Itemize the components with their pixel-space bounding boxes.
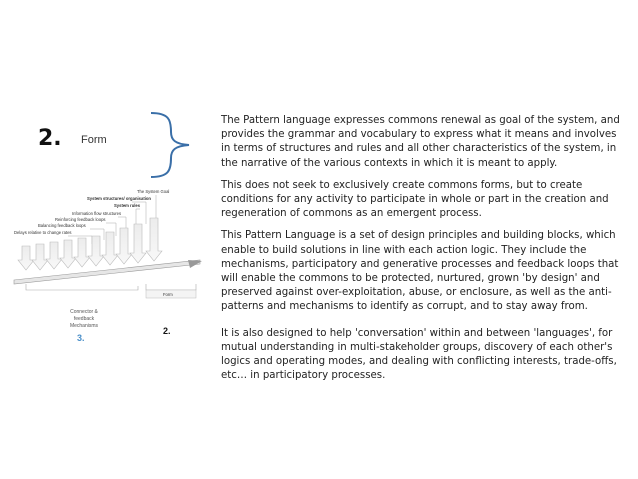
curly-brace-icon (147, 110, 197, 180)
paragraph-design-principles: This Pattern Language is a set of design principles and building blocks, which enable to build solutions in line with each action logic. They include the mechanisms, participatory and generative processes and feedback loops that will enable the commons to be protected, nurtured, grown 'by design' and preserved against over-exploitation, abuse, or enclosure, as well as the anti-patterns and mechanisms to identify as corrupt, and to stay away from. (221, 230, 619, 313)
paragraph-conditions: This does not seek to exclusively create commons forms, but to create conditions for any activity to participate in whole or part in the creation and regeneration of commons as an emergent process. (221, 179, 609, 220)
description-text (221, 114, 621, 391)
paragraph-conversation: It is also designed to help 'conversation' within and between 'languages', for mutual understanding in multi-stakeholder groups, discovery of each other's logics and operating modes, and dealing with conflicting interests, trade-offs, etc… in participatory processes. (221, 327, 617, 382)
label-three: 3. (77, 333, 85, 343)
system-structures-label: System structures/ organisation (87, 196, 151, 201)
section-title: Form (81, 134, 107, 146)
section-number: 2. (38, 126, 62, 151)
paragraph-goal: The Pattern language expresses commons renewal as goal of the system, and provides the grammar and vocabulary to express what it means and involves in terms of structures and rules and all other characteristics of the system, in the narrative of the various contexts in which it is meant to apply. (221, 115, 620, 169)
connector-label-3: Mechanisms (69, 323, 99, 329)
system-goal-label: The System Goal (137, 189, 170, 194)
system-rules-label: System rules (114, 203, 141, 208)
label-two: 2. (163, 326, 171, 336)
info-flows-label: Information flow structures (72, 211, 122, 216)
reinforcing-label: Reinforcing feedback loops (55, 217, 106, 222)
delays-label: Delays relative to change rates (14, 230, 72, 235)
connector-label-1: Connector & (70, 309, 98, 315)
leverage-points-diagram (0, 180, 210, 350)
balancing-label: Balancing feedback loops (38, 223, 86, 228)
connector-label-2: feedback (73, 316, 95, 322)
form-box-label: Form (163, 292, 173, 297)
